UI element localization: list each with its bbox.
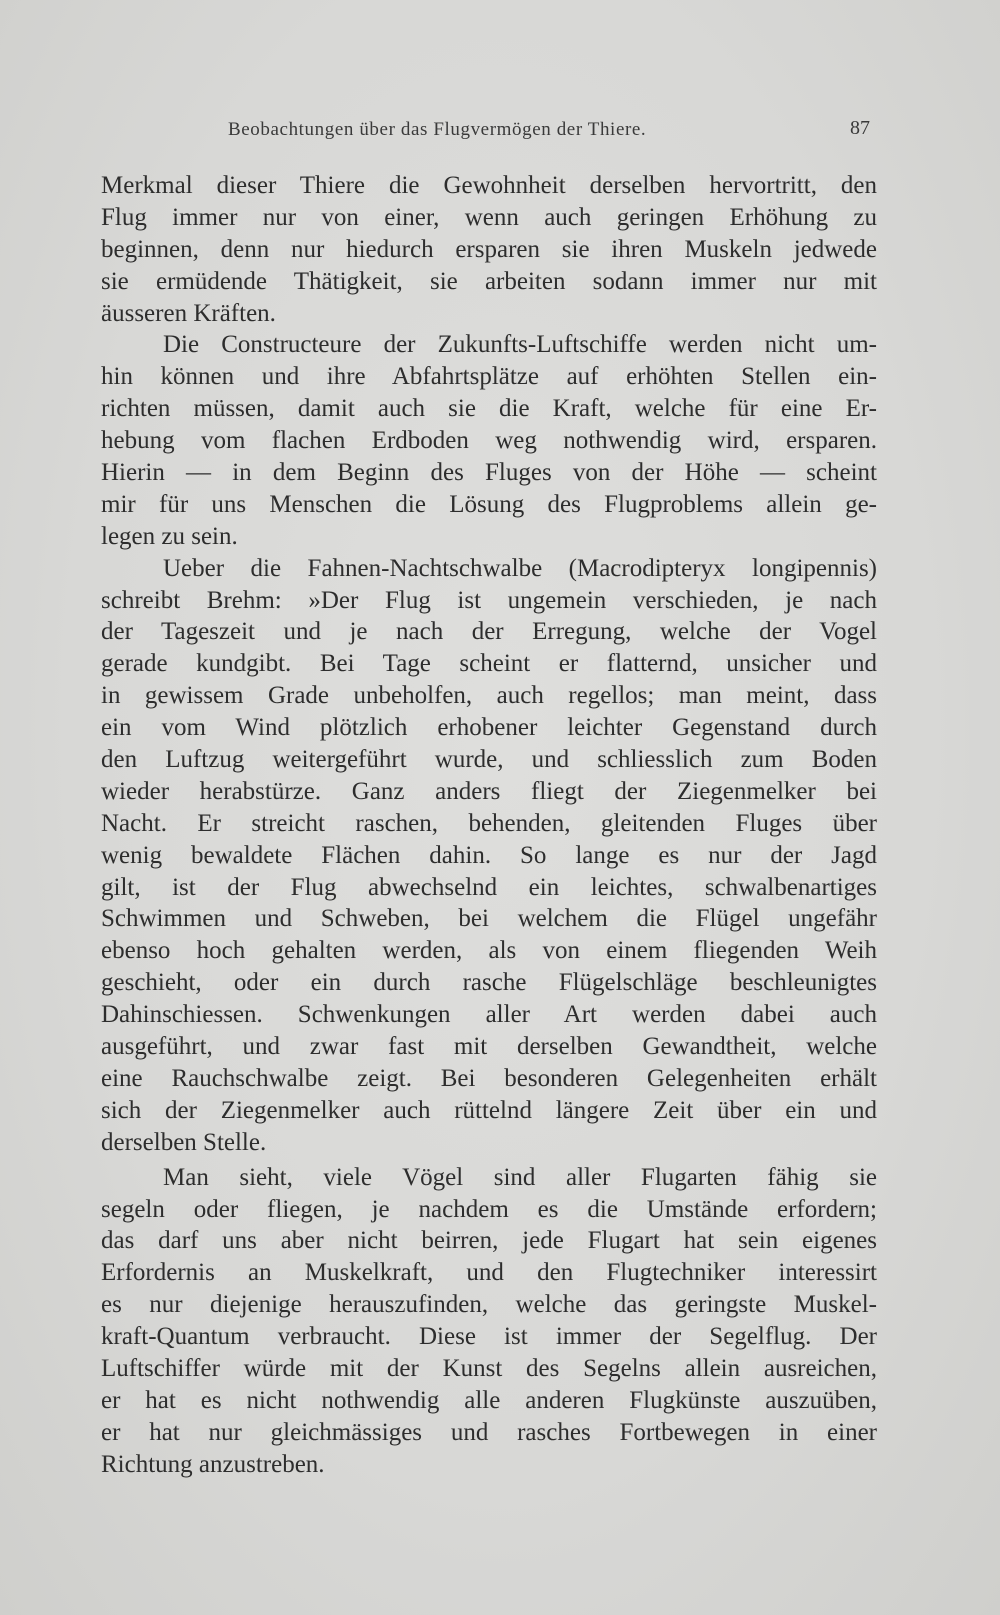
text-line: richten müssen, damit auch sie die Kraft, welche für eine Er- <box>101 395 877 423</box>
paragraph <box>101 170 877 329</box>
text-line: Die Constructeure der Zukunfts-Luftschiffe werden nicht um- <box>163 331 877 359</box>
body-text <box>101 170 877 1481</box>
text-line: ein vom Wind plötzlich erhobener leichter Gegenstand durch <box>101 714 877 742</box>
text-line: schreibt Brehm: »Der Flug ist ungemein verschieden, je nach <box>101 586 877 614</box>
text-line: segeln oder fliegen, je nachdem es die Umstände erfordern; <box>101 1195 877 1223</box>
text-line: beginnen, denn nur hiedurch ersparen sie ihren Muskeln jedwede <box>101 235 877 263</box>
paragraph <box>101 1162 877 1481</box>
text-line: geschieht, oder ein durch rasche Flügelschläge beschleunigtes <box>101 969 877 997</box>
text-line: Ueber die Fahnen-Nachtschwalbe (Macrodipteryx longipennis) <box>163 554 877 582</box>
text-line: Merkmal dieser Thiere die Gewohnheit derselben hervortritt, den <box>101 172 877 199</box>
running-head: Beobachtungen über das Flugvermögen der Thiere. <box>228 119 647 140</box>
text-line: sich der Ziegenmelker auch rüttelnd längere Zeit über ein und <box>101 1096 877 1124</box>
text-line: ebenso hoch gehalten werden, als von einem fliegenden Weih <box>101 937 877 965</box>
text-line: gerade kundgibt. Bei Tage scheint er flatternd, unsicher und <box>101 650 877 678</box>
text-line: in gewissem Grade unbeholfen, auch regellos; man meint, dass <box>101 682 877 710</box>
text-line: das darf uns aber nicht beirren, jede Flugart hat sein eigenes <box>101 1227 877 1255</box>
text-line: Luftschiffer würde mit der Kunst des Segelns allein ausreichen, <box>101 1354 877 1382</box>
text-line: wenig bewaldete Flächen dahin. So lange es nur der Jagd <box>101 841 877 869</box>
text-line: Dahinschiessen. Schwenkungen aller Art werden dabei auch <box>101 1001 877 1029</box>
text-line: Richtung anzustreben. <box>101 1450 325 1478</box>
text-line: hebung vom flachen Erdboden weg nothwendig wird, ersparen. <box>101 427 877 455</box>
text-line: gilt, ist der Flug abwechselnd ein leichtes, schwalbenartiges <box>101 873 877 901</box>
text-line: er hat es nicht nothwendig alle anderen Flugkünste auszuüben, <box>101 1386 877 1414</box>
text-line: sie ermüdende Thätigkeit, sie arbeiten sodann immer nur mit <box>101 267 877 295</box>
text-line: Hierin — in dem Beginn des Fluges von der Höhe — scheint <box>101 459 877 487</box>
text-line: kraft-Quantum verbraucht. Diese ist immer der Segelflug. Der <box>101 1323 877 1351</box>
text-line: derselben Stelle. <box>101 1128 267 1156</box>
text-line: legen zu sein. <box>101 522 238 550</box>
page-number: 87 <box>850 117 870 139</box>
text-line: der Tageszeit und je nach der Erregung, welche der Vogel <box>101 618 877 646</box>
text-line: äusseren Kräften. <box>101 299 276 327</box>
paragraph <box>101 553 877 1159</box>
text-line: wieder herabstürze. Ganz anders fliegt der Ziegenmelker bei <box>101 777 877 805</box>
text-line: den Luftzug weitergeführt wurde, und schliesslich zum Boden <box>101 746 877 774</box>
paragraph <box>101 329 877 552</box>
text-line: Flug immer nur von einer, wenn auch geringen Erhöhung zu <box>101 203 877 231</box>
text-line: ausgeführt, und zwar fast mit derselben Gewandtheit, welche <box>101 1033 877 1061</box>
text-line: Erfordernis an Muskelkraft, und den Flugtechniker interessirt <box>101 1259 877 1287</box>
text-line: eine Rauchschwalbe zeigt. Bei besonderen Gelegenheiten erhält <box>101 1064 877 1092</box>
text-line: es nur diejenige herauszufinden, welche das geringste Muskel- <box>101 1291 877 1319</box>
text-line: mir für uns Menschen die Lösung des Flugproblems allein ge- <box>101 490 877 518</box>
text-line: er hat nur gleichmässiges und rasches Fortbewegen in einer <box>101 1418 877 1446</box>
text-line: hin können und ihre Abfahrtsplätze auf erhöhten Stellen ein- <box>101 363 877 391</box>
text-line: Man sieht, viele Vögel sind aller Flugarten fähig sie <box>163 1163 877 1191</box>
text-line: Nacht. Er streicht raschen, behenden, gleitenden Fluges über <box>101 809 877 837</box>
text-line: Schwimmen und Schweben, bei welchem die Flügel ungefähr <box>101 905 877 933</box>
